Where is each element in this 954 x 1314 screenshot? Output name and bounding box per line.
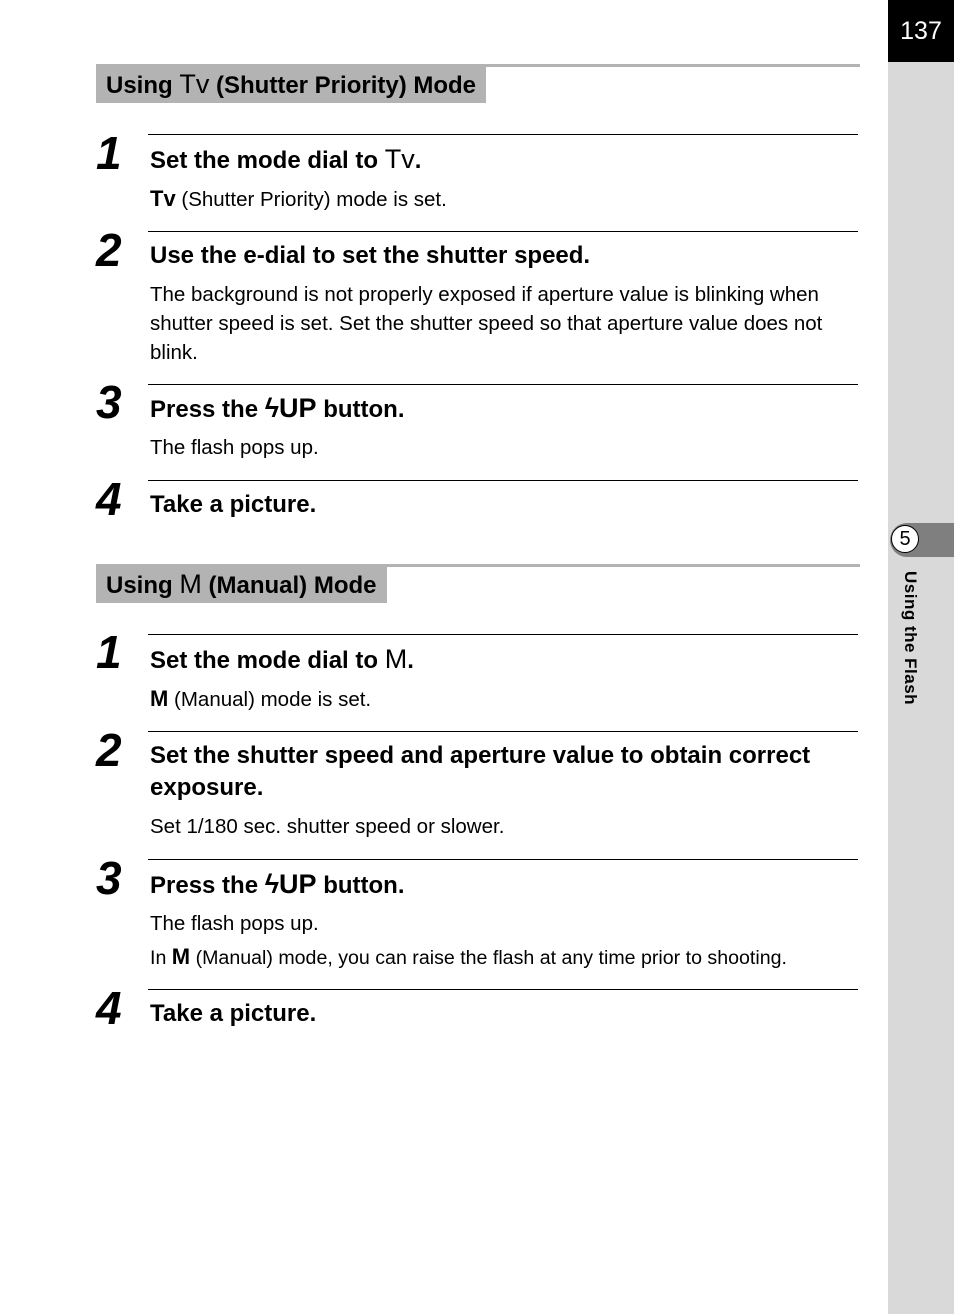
step-title: Set the shutter speed and aperture value to obtain correct exposure.: [150, 742, 811, 801]
manual-mode-icon: M: [171, 944, 191, 969]
step-body: M (Manual) mode is set.: [150, 686, 372, 711]
step-body: Set 1/180 sec. shutter speed or slower.: [150, 815, 505, 838]
manual-mode-icon: M: [384, 644, 408, 674]
step-body: In M (Manual) mode, you can raise the flash at any time prior to shooting.: [150, 944, 787, 969]
step-title: Set the mode dial to M.: [150, 644, 414, 674]
step-rule: [148, 731, 858, 732]
step-title: Take a picture.: [150, 1000, 317, 1027]
manual-mode-icon: M: [179, 569, 202, 599]
page-number: 137: [888, 0, 954, 62]
step-number: 1: [96, 127, 122, 179]
step-number: 2: [96, 724, 122, 776]
heading-text: (Shutter Priority) Mode: [209, 72, 477, 99]
step-rule: [148, 989, 858, 990]
step-title: Use the e-dial to set the shutter speed.: [150, 242, 591, 269]
step-rule: [148, 634, 858, 635]
step-rule: [148, 859, 858, 860]
heading-text: (Manual) Mode: [201, 572, 377, 599]
step-number: 1: [96, 626, 122, 678]
step-number: 2: [96, 224, 122, 276]
manual-mode-icon: M: [150, 686, 169, 711]
step-body: The background is not properly exposed if aperture value is blinking when shutter speed is set. Set the shutter speed so that aperture value does not blink.: [150, 283, 823, 364]
step-number: 3: [96, 376, 122, 428]
step-rule: [148, 384, 858, 385]
step-title: Set the mode dial to Tv.: [150, 144, 422, 174]
flash-up-icon: ϟUP: [264, 869, 317, 899]
tv-mode-icon: Tv: [384, 144, 415, 174]
flash-up-icon: ϟUP: [264, 393, 317, 423]
side-bar: [888, 0, 954, 1314]
chapter-title: Using the Flash: [901, 571, 920, 706]
section-heading: [96, 66, 486, 103]
step-title: Press the ϟUP button.: [150, 393, 405, 423]
step-body: Tv (Shutter Priority) mode is set.: [150, 186, 447, 211]
step-body: The flash pops up.: [150, 436, 319, 459]
step-rule: [148, 134, 858, 135]
section-heading: [96, 566, 387, 603]
step-rule: [148, 231, 858, 232]
step-title: Press the ϟUP button.: [150, 869, 405, 899]
tv-mode-icon: Tv: [150, 186, 176, 211]
heading-text: Using: [106, 572, 180, 599]
chapter-number: 5: [891, 525, 919, 553]
step-rule: [148, 480, 858, 481]
step-title: Take a picture.: [150, 491, 317, 518]
step-number: 4: [96, 982, 122, 1034]
heading-text: Using: [106, 72, 180, 99]
step-number: 3: [96, 852, 122, 904]
tv-mode-icon: Tv: [179, 69, 210, 99]
step-body: The flash pops up.: [150, 912, 319, 935]
step-number: 4: [96, 473, 122, 525]
